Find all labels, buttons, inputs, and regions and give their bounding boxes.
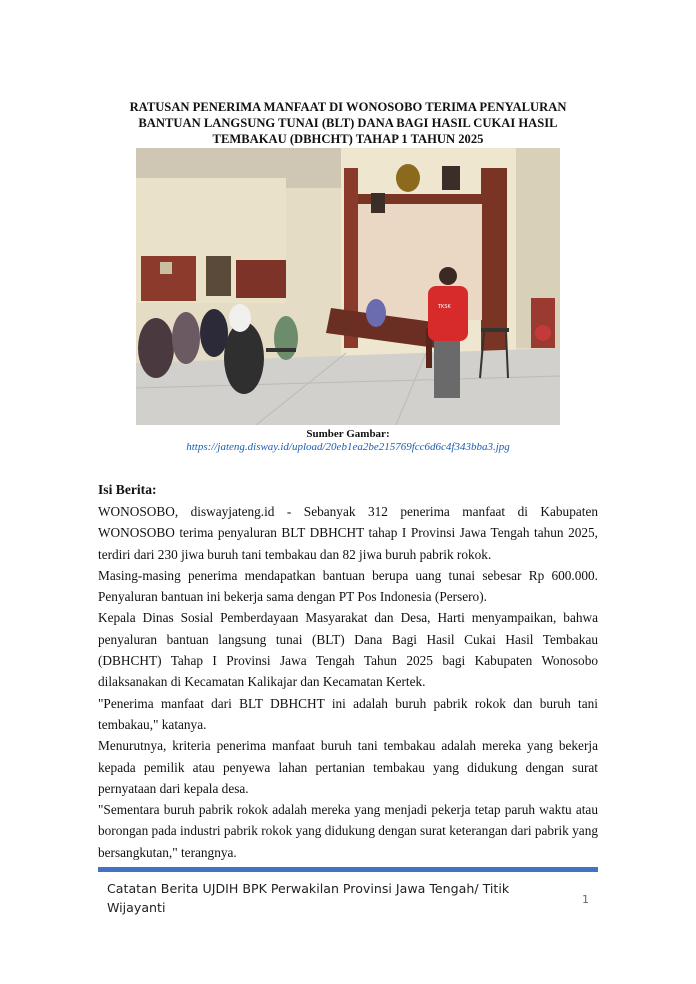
article-paragraph: WONOSOBO, diswayjateng.id - Sebanyak 312 penerima manfaat di Kabupaten WONOSOBO terima penyaluran BLT DBHCHT tahap I Provinsi Jawa Tengah tahun 2025, terdiri dari 230 jiwa buruh tani tembakau dan 82 jiwa buruh pabrik rokok. — [98, 504, 598, 562]
section-heading: Isi Berita: — [98, 482, 157, 497]
shirt-print-text: TKSK — [438, 304, 451, 310]
footer-divider — [98, 867, 598, 872]
news-photo-illustration — [136, 148, 560, 425]
article-paragraph: "Penerima manfaat dari BLT DBHCHT ini adalah buruh pabrik rokok dan buruh tani tembakau," katanya. — [98, 695, 598, 732]
article-paragraph: Kepala Dinas Sosial Pemberdayaan Masyarakat dan Desa, Harti menyampaikan, bahwa penyaluran bantuan langsung tunai (BLT) Dana Bagi Hasil Cukai Hasil Tembakau (DBHCHT) Tahap I Provinsi Jawa Tengah Tahun 2025 bagi Kabupaten Wonosobo dilaksanakan di Kecamatan Kalikajar dan Kecamatan Kertek. — [98, 610, 598, 690]
title-line: BANTUAN LANGSUNG TUNAI (BLT) DANA BAGI HASIL CUKAI HASIL — [138, 116, 558, 130]
image-source-link[interactable]: https://jateng.disway.id/upload/20eb1ea2be215769fcc6d6c4f343bba3.jpg — [186, 441, 510, 453]
article-paragraph: "Sementara buruh pabrik rokok adalah mereka yang menjadi pekerja tetap paruh waktu atau borongan pada industri pabrik rokok yang didukung dengan surat keterangan dari pabrik yang bersangkutan," terangnya. — [98, 802, 598, 860]
footer-note: Catatan Berita UJDIH BPK Perwakilan Provinsi Jawa Tengah/ Titik Wijayanti — [107, 881, 510, 915]
image-caption-label: Sumber Gambar: — [306, 428, 390, 440]
title-line: RATUSAN PENERIMA MANFAAT DI WONOSOBO TERIMA PENYALURAN — [129, 100, 567, 114]
article-paragraph: Masing-masing penerima mendapatkan bantuan berupa uang tunai sebesar Rp 600.000. Penyaluran bantuan ini bekerja sama dengan PT Pos Indonesia (Persero). — [98, 567, 598, 605]
title-line: TEMBAKAU (DBHCHT) TAHAP 1 TAHUN 2025 — [212, 132, 484, 146]
article-body — [98, 480, 598, 863]
article-paragraph: Menurutnya, kriteria penerima manfaat buruh tani tembakau adalah mereka yang bekerja kepada pemilik atau penyewa lahan pertanian tembakau yang didukung dengan surat pernyataan dari kepala desa. — [98, 738, 598, 796]
news-photo — [136, 148, 560, 425]
page-number: 1 — [582, 893, 589, 906]
document-title — [98, 99, 598, 147]
